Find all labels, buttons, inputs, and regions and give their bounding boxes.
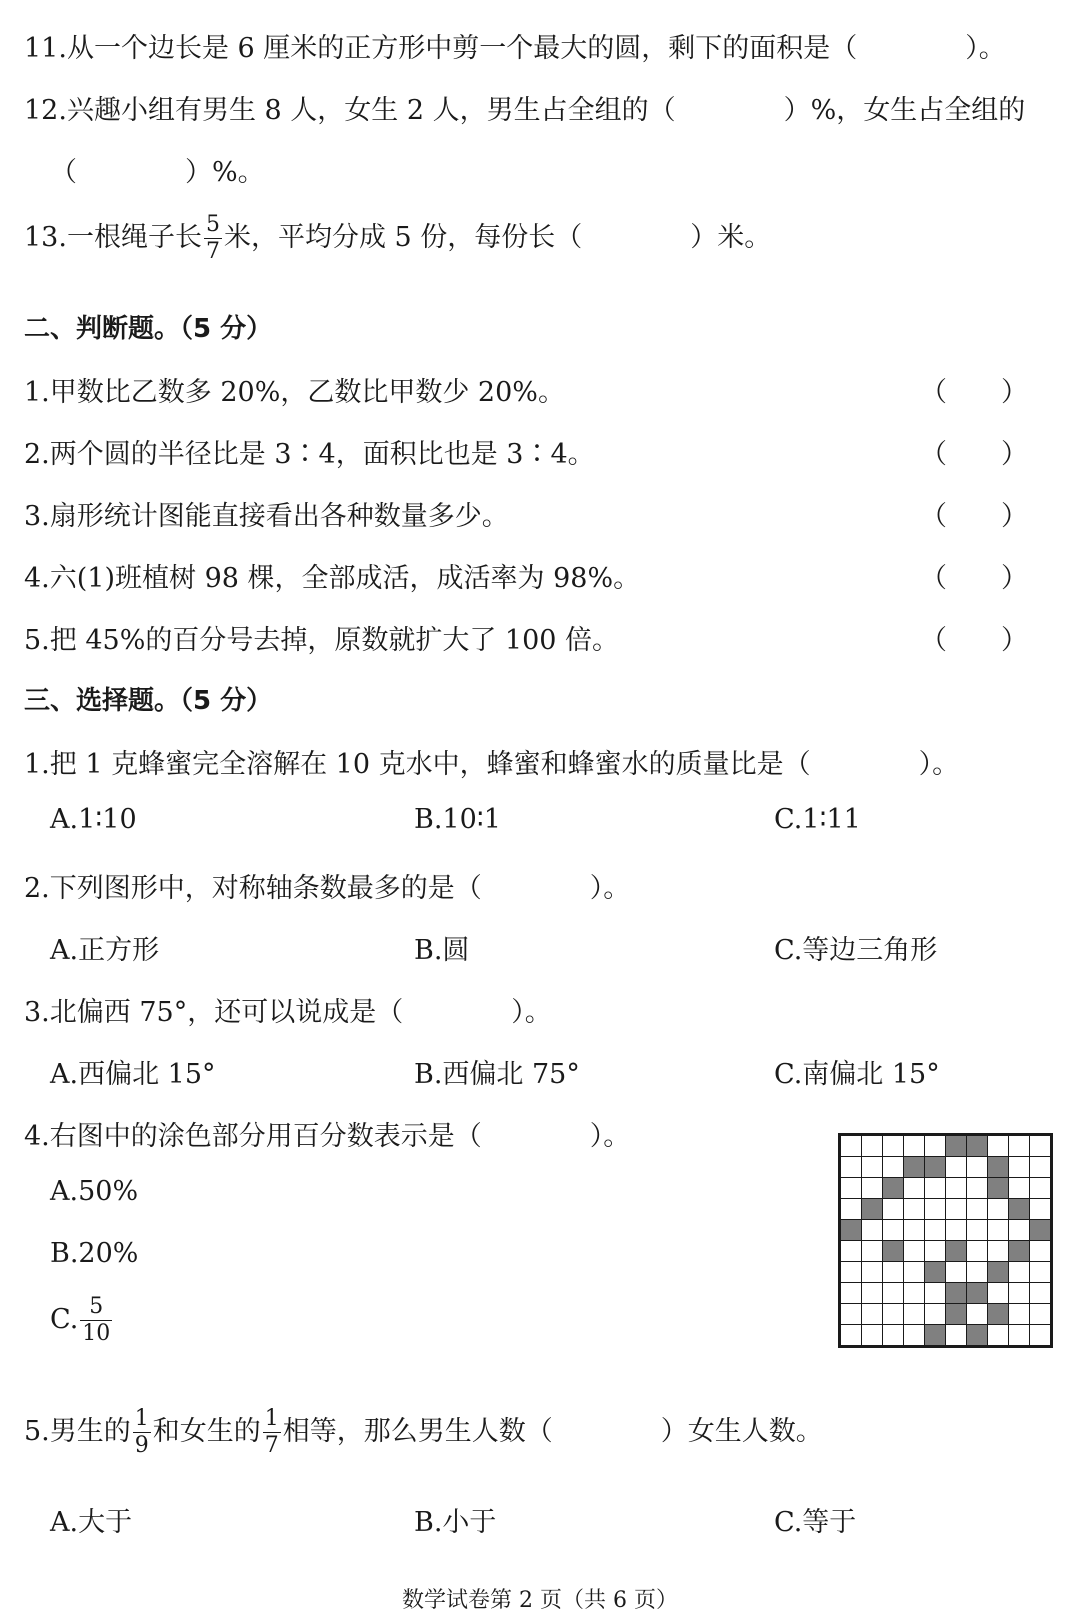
- grid-cell: [862, 1157, 882, 1177]
- grid-cell: [967, 1178, 987, 1198]
- fraction-numerator: 5: [80, 1296, 112, 1321]
- grid-cell: [841, 1157, 861, 1177]
- grid-cell: [1009, 1220, 1029, 1240]
- grid-cell-shaded: [925, 1157, 945, 1177]
- choice-q5-option-c[interactable]: C.等于: [774, 1507, 857, 1538]
- grid-cell: [1009, 1178, 1029, 1198]
- grid-cell: [1009, 1157, 1029, 1177]
- grid-cell-shaded: [1009, 1241, 1029, 1261]
- grid-cell-shaded: [946, 1283, 966, 1303]
- fraction-denominator: 9: [134, 1433, 149, 1458]
- grid-cell: [967, 1241, 987, 1261]
- choice-q5-stem: [24, 1408, 823, 1457]
- question-13-text-before: 13.一根绳子长: [24, 222, 202, 253]
- judge-answer-paren-1[interactable]: （ ）: [920, 377, 1028, 408]
- grid-cell-shaded: [1009, 1199, 1029, 1219]
- grid-cell: [883, 1262, 903, 1282]
- grid-cell-shaded: [946, 1136, 966, 1156]
- choice-q5-option-b[interactable]: B.小于: [414, 1507, 497, 1538]
- grid-cell: [904, 1262, 924, 1282]
- grid-cell: [925, 1304, 945, 1324]
- fraction-5-10: [80, 1296, 112, 1345]
- grid-cell: [1030, 1241, 1050, 1261]
- choice-q3-stem: 3.北偏西 75°，还可以说成是（ ）。: [24, 997, 552, 1028]
- grid-cell: [862, 1178, 882, 1198]
- grid-cell: [841, 1304, 861, 1324]
- grid-cell: [988, 1136, 1008, 1156]
- grid-cell: [904, 1283, 924, 1303]
- choice-q2-option-b[interactable]: B.圆: [414, 935, 470, 966]
- grid-cell: [1030, 1262, 1050, 1282]
- grid-cell: [841, 1325, 861, 1345]
- choice-q3-option-c[interactable]: C.南偏北 15°: [774, 1059, 940, 1090]
- grid-cell-shaded: [925, 1325, 945, 1345]
- grid-cell: [841, 1241, 861, 1261]
- grid-cell: [904, 1241, 924, 1261]
- choice-q2-option-a[interactable]: A.正方形: [50, 935, 160, 966]
- fraction-denominator: 7: [264, 1433, 279, 1458]
- grid-cell: [925, 1241, 945, 1261]
- grid-cell: [841, 1136, 861, 1156]
- grid-cell: [925, 1220, 945, 1240]
- grid-cell: [862, 1325, 882, 1345]
- grid-cell: [883, 1199, 903, 1219]
- judge-answer-paren-4[interactable]: （ ）: [920, 563, 1028, 594]
- choice-q5-option-a[interactable]: A.大于: [50, 1507, 133, 1538]
- fraction-1-9: [133, 1408, 151, 1457]
- grid-cell-shaded: [1030, 1220, 1050, 1240]
- grid-cell: [883, 1220, 903, 1240]
- grid-cell: [967, 1199, 987, 1219]
- choice-q1-option-b[interactable]: B.10∶1: [414, 804, 501, 835]
- grid-cell: [925, 1136, 945, 1156]
- grid-cell: [1009, 1262, 1029, 1282]
- grid-cell: [1009, 1325, 1029, 1345]
- grid-cell-shaded: [988, 1157, 1008, 1177]
- grid-cell: [967, 1220, 987, 1240]
- grid-cell: [841, 1262, 861, 1282]
- grid-cell-shaded: [904, 1157, 924, 1177]
- grid-cell: [904, 1325, 924, 1345]
- fraction-numerator: 1: [264, 1406, 279, 1431]
- grid-cell: [967, 1262, 987, 1282]
- choice-q1-stem: 1.把 1 克蜂蜜完全溶解在 10 克水中，蜂蜜和蜂蜜水的质量比是（ ）。: [24, 749, 960, 780]
- grid-cell: [946, 1157, 966, 1177]
- grid-cell: [1030, 1178, 1050, 1198]
- grid-cell-shaded: [841, 1220, 861, 1240]
- q5-text-2: 和女生的: [152, 1416, 261, 1447]
- question-13: [24, 214, 771, 263]
- grid-cell-shaded: [967, 1325, 987, 1345]
- grid-cell-shaded: [883, 1178, 903, 1198]
- question-13-text-after: 米，平均分成 5 份，每份长（ ）米。: [223, 222, 772, 253]
- grid-cell: [841, 1283, 861, 1303]
- grid-cell: [904, 1178, 924, 1198]
- grid-cell: [967, 1157, 987, 1177]
- judge-item-5: 5.把 45%的百分号去掉，原数就扩大了 100 倍。: [24, 625, 620, 656]
- fraction-numerator: 5: [205, 212, 220, 237]
- grid-cell: [1030, 1325, 1050, 1345]
- grid-cell: [883, 1157, 903, 1177]
- grid-cell: [946, 1325, 966, 1345]
- grid-cell: [904, 1136, 924, 1156]
- grid-cell: [1030, 1157, 1050, 1177]
- grid-cell-shaded: [988, 1178, 1008, 1198]
- question-12-line1: 12.兴趣小组有男生 8 人，女生 2 人，男生占全组的（ ）%，女生占全组的: [24, 95, 1026, 126]
- choice-q4-option-a[interactable]: A.50%: [50, 1176, 139, 1207]
- grid-cell: [841, 1199, 861, 1219]
- grid-cell: [862, 1304, 882, 1324]
- choice-q2-option-c[interactable]: C.等边三角形: [774, 935, 938, 966]
- grid-cell: [883, 1304, 903, 1324]
- fraction-denominator: 10: [82, 1321, 111, 1346]
- grid-cell-shaded: [862, 1199, 882, 1219]
- grid-cell-shaded: [967, 1283, 987, 1303]
- grid-cell-shaded: [988, 1262, 1008, 1282]
- grid-cell: [925, 1178, 945, 1198]
- page-footer: 数学试卷第 2 页（共 6 页）: [402, 1588, 678, 1613]
- choice-q2-stem: 2.下列图形中，对称轴条数最多的是（ ）。: [24, 873, 631, 904]
- grid-cell: [925, 1199, 945, 1219]
- grid-cell: [862, 1241, 882, 1261]
- grid-cell: [904, 1220, 924, 1240]
- choice-q1-option-c[interactable]: C.1∶11: [774, 804, 861, 835]
- grid-cell: [925, 1283, 945, 1303]
- grid-cell: [1030, 1199, 1050, 1219]
- grid-cell: [1009, 1283, 1029, 1303]
- fraction-1-7: [263, 1408, 281, 1457]
- question-11: 11.从一个边长是 6 厘米的正方形中剪一个最大的圆，剩下的面积是（ ）。: [24, 33, 1006, 64]
- grid-cell-shaded: [925, 1262, 945, 1282]
- grid-cell: [946, 1220, 966, 1240]
- judge-answer-paren-2[interactable]: （ ）: [920, 439, 1028, 470]
- grid-cell-shaded: [883, 1241, 903, 1261]
- grid-cell: [1009, 1304, 1029, 1324]
- grid-cell: [862, 1262, 882, 1282]
- grid-cell: [1030, 1304, 1050, 1324]
- grid-cell: [988, 1220, 1008, 1240]
- judge-item-1: 1.甲数比乙数多 20%，乙数比甲数少 20%。: [24, 377, 565, 408]
- grid-cell: [862, 1220, 882, 1240]
- q5-text-1: 5.男生的: [24, 1416, 131, 1447]
- judge-item-3: 3.扇形统计图能直接看出各种数量多少。: [24, 501, 509, 532]
- shaded-grid-figure: [838, 1133, 1053, 1348]
- judge-answer-paren-3[interactable]: （ ）: [920, 501, 1028, 532]
- choice-q1-option-a[interactable]: A.1∶10: [50, 804, 137, 835]
- grid-cell: [1009, 1136, 1029, 1156]
- grid-cell: [883, 1136, 903, 1156]
- choice-q4-stem: 4.右图中的涂色部分用百分数表示是（ ）。: [24, 1121, 631, 1152]
- choice-q3-option-b[interactable]: B.西偏北 75°: [414, 1059, 580, 1090]
- grid-cell: [946, 1199, 966, 1219]
- grid-cell-shaded: [967, 1136, 987, 1156]
- grid-cell-shaded: [988, 1304, 1008, 1324]
- judge-item-4: 4.六(1)班植树 98 棵，全部成活，成活率为 98%。: [24, 563, 641, 594]
- grid-cell: [904, 1199, 924, 1219]
- section-judge-title: 二、判断题。（5 分）: [24, 314, 273, 344]
- grid-cell: [904, 1304, 924, 1324]
- choice-q3-option-a[interactable]: A.西偏北 15°: [50, 1059, 216, 1090]
- choice-q4-option-b[interactable]: B.20%: [50, 1238, 139, 1269]
- judge-item-2: 2.两个圆的半径比是 3∶4，面积比也是 3∶4。: [24, 439, 595, 470]
- option-c-prefix: C.: [50, 1304, 79, 1335]
- judge-answer-paren-5[interactable]: （ ）: [920, 625, 1028, 656]
- grid-cell-shaded: [946, 1241, 966, 1261]
- grid-cell: [862, 1283, 882, 1303]
- grid-cell-shaded: [946, 1304, 966, 1324]
- grid-cell: [946, 1178, 966, 1198]
- grid-cell: [862, 1136, 882, 1156]
- grid-cell: [883, 1283, 903, 1303]
- grid-cell: [988, 1241, 1008, 1261]
- grid-cell: [988, 1325, 1008, 1345]
- fraction-denominator: 7: [205, 239, 220, 264]
- grid-cell: [967, 1304, 987, 1324]
- grid-cell: [1030, 1283, 1050, 1303]
- grid-cell: [841, 1178, 861, 1198]
- fraction-5-7: [204, 214, 222, 263]
- grid-cell: [946, 1262, 966, 1282]
- section-choice-title: 三、选择题。（5 分）: [24, 686, 273, 716]
- grid-cell: [1030, 1136, 1050, 1156]
- fraction-numerator: 1: [134, 1406, 149, 1431]
- grid-cell: [988, 1199, 1008, 1219]
- question-12-line2: （ ）%。: [50, 157, 265, 188]
- grid-cell: [883, 1325, 903, 1345]
- choice-q4-option-c[interactable]: [50, 1296, 114, 1345]
- q5-text-3: 相等，那么男生人数（ ）女生人数。: [282, 1416, 823, 1447]
- grid-cell: [988, 1283, 1008, 1303]
